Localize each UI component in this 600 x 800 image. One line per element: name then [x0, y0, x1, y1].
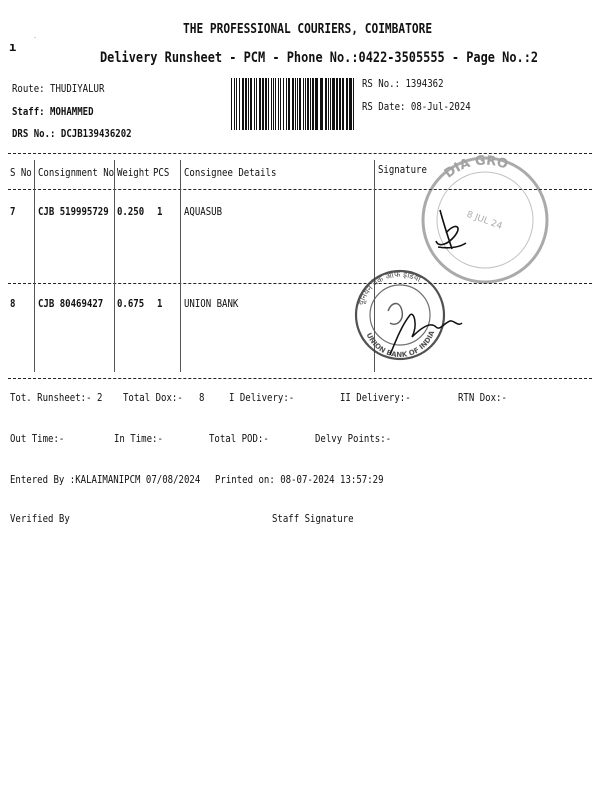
row-sno: 8 [10, 298, 16, 310]
rs-number: RS No.: 1394362 [362, 78, 444, 90]
barcode-bar [286, 78, 287, 130]
staff-label: Staff: MOHAMMED [12, 106, 94, 118]
rs-date: RS Date: 08-Jul-2024 [362, 101, 471, 113]
bank-seal-english-text: UNION BANK OF INDIA [364, 329, 437, 360]
total-dox: Total Dox:- [123, 392, 183, 404]
date-stamp-date: 8 JUL 24 [465, 209, 504, 232]
col-header-consignment: Consignment No [38, 167, 115, 179]
runsheet-subtitle: Delivery Runsheet - PCM - Phone No.:0422-3505555 - Page No.:2 [100, 50, 539, 66]
company-title: THE PROFESSIONAL COURIERS, COIMBATORE [183, 22, 433, 37]
barcode-bar [242, 78, 244, 130]
barcode-bar [292, 78, 294, 130]
barcode-bar [330, 78, 331, 130]
barcode-bar [234, 78, 235, 130]
barcode-bar [262, 78, 264, 130]
drs-number: DRS No.: DCJB139436202 [12, 128, 132, 140]
barcode-bar [295, 78, 296, 130]
col-header-weight: Weight [117, 167, 150, 179]
col-header-signature: Signature [378, 164, 427, 176]
barcode-bar [278, 78, 279, 130]
delvy-points: Delvy Points:- [315, 433, 392, 445]
barcode-bar [332, 78, 335, 130]
barcode-bar [245, 78, 247, 130]
barcode [230, 78, 356, 130]
barcode-bar [236, 78, 237, 130]
out-time: Out Time:- [10, 433, 65, 445]
barcode-bar [256, 78, 257, 130]
barcode-bar [299, 78, 301, 130]
bank-seal [356, 270, 444, 359]
bank-seal-hindi-text: यूनियन बैंक ऑफ इंडिया [356, 269, 423, 307]
staff-signature: Staff Signature [272, 513, 354, 525]
barcode-bar [305, 78, 306, 130]
row-weight: 0.675 [117, 298, 145, 310]
i-delivery: I Delivery:- [229, 392, 295, 404]
col-header-pcs: PCS [153, 167, 170, 179]
row-sno: 7 [10, 206, 16, 218]
route-label: Route: THUDIYALUR [12, 83, 105, 95]
in-time: In Time:- [114, 433, 163, 445]
barcode-bar [325, 78, 327, 130]
barcode-bar [265, 78, 267, 130]
barcode-bar [239, 78, 240, 130]
barcode-bar [315, 78, 318, 130]
verified-by: Verified By [10, 513, 70, 525]
barcode-bar [271, 78, 272, 130]
table-bottom-rule [8, 378, 592, 379]
row-weight: 0.250 [117, 206, 145, 218]
barcode-bar [288, 78, 290, 130]
barcode-bar [273, 78, 274, 130]
barcode-bar [254, 78, 255, 130]
barcode-bar [307, 78, 309, 130]
barcode-bar [303, 78, 304, 130]
barcode-bar [320, 78, 323, 130]
date-stamp-top-text: DIA GRO [441, 153, 510, 182]
col-header-sno: S No [10, 167, 32, 179]
barcode-bar [297, 78, 298, 130]
printed-on: Printed on: 08-07-2024 13:57:29 [215, 474, 384, 486]
barcode-bar [268, 78, 269, 130]
barcode-bar [248, 78, 249, 130]
barcode-bar [275, 78, 276, 130]
row-consignment: CJB 519995729 [38, 206, 109, 218]
barcode-bar [312, 78, 314, 130]
barcode-bar [259, 78, 261, 130]
barcode-bar [310, 78, 311, 130]
col-header-consignee: Consignee Details [184, 167, 277, 179]
barcode-bar [231, 78, 232, 130]
signature-scrawl [436, 210, 466, 249]
barcode-bar [280, 78, 281, 130]
row-pcs: 1 [157, 298, 163, 310]
total-pod: Total POD:- [209, 433, 269, 445]
col-divider [180, 160, 181, 372]
entered-by: Entered By :KALAIMANIPCM 07/08/2024 [10, 474, 201, 486]
col-divider [114, 160, 115, 372]
col-divider [34, 160, 35, 372]
barcode-bar [328, 78, 329, 130]
scan-dot: · [33, 34, 38, 42]
scan-mark: ı [9, 40, 17, 54]
barcode-bar [250, 78, 252, 130]
stamps-overlay [340, 115, 540, 365]
row-consignee: UNION BANK [184, 298, 239, 310]
total-dox-value: 8 [199, 392, 205, 404]
row-pcs: 1 [157, 206, 163, 218]
barcode-bar [336, 78, 338, 130]
row-consignee: AQUASUB [184, 206, 223, 218]
ii-delivery: II Delivery:- [340, 392, 411, 404]
tot-runsheet: Tot. Runsheet:- 2 [10, 392, 103, 404]
row-consignment: CJB 80469427 [38, 298, 104, 310]
barcode-bar [283, 78, 284, 130]
rtn-dox: RTN Dox:- [458, 392, 507, 404]
